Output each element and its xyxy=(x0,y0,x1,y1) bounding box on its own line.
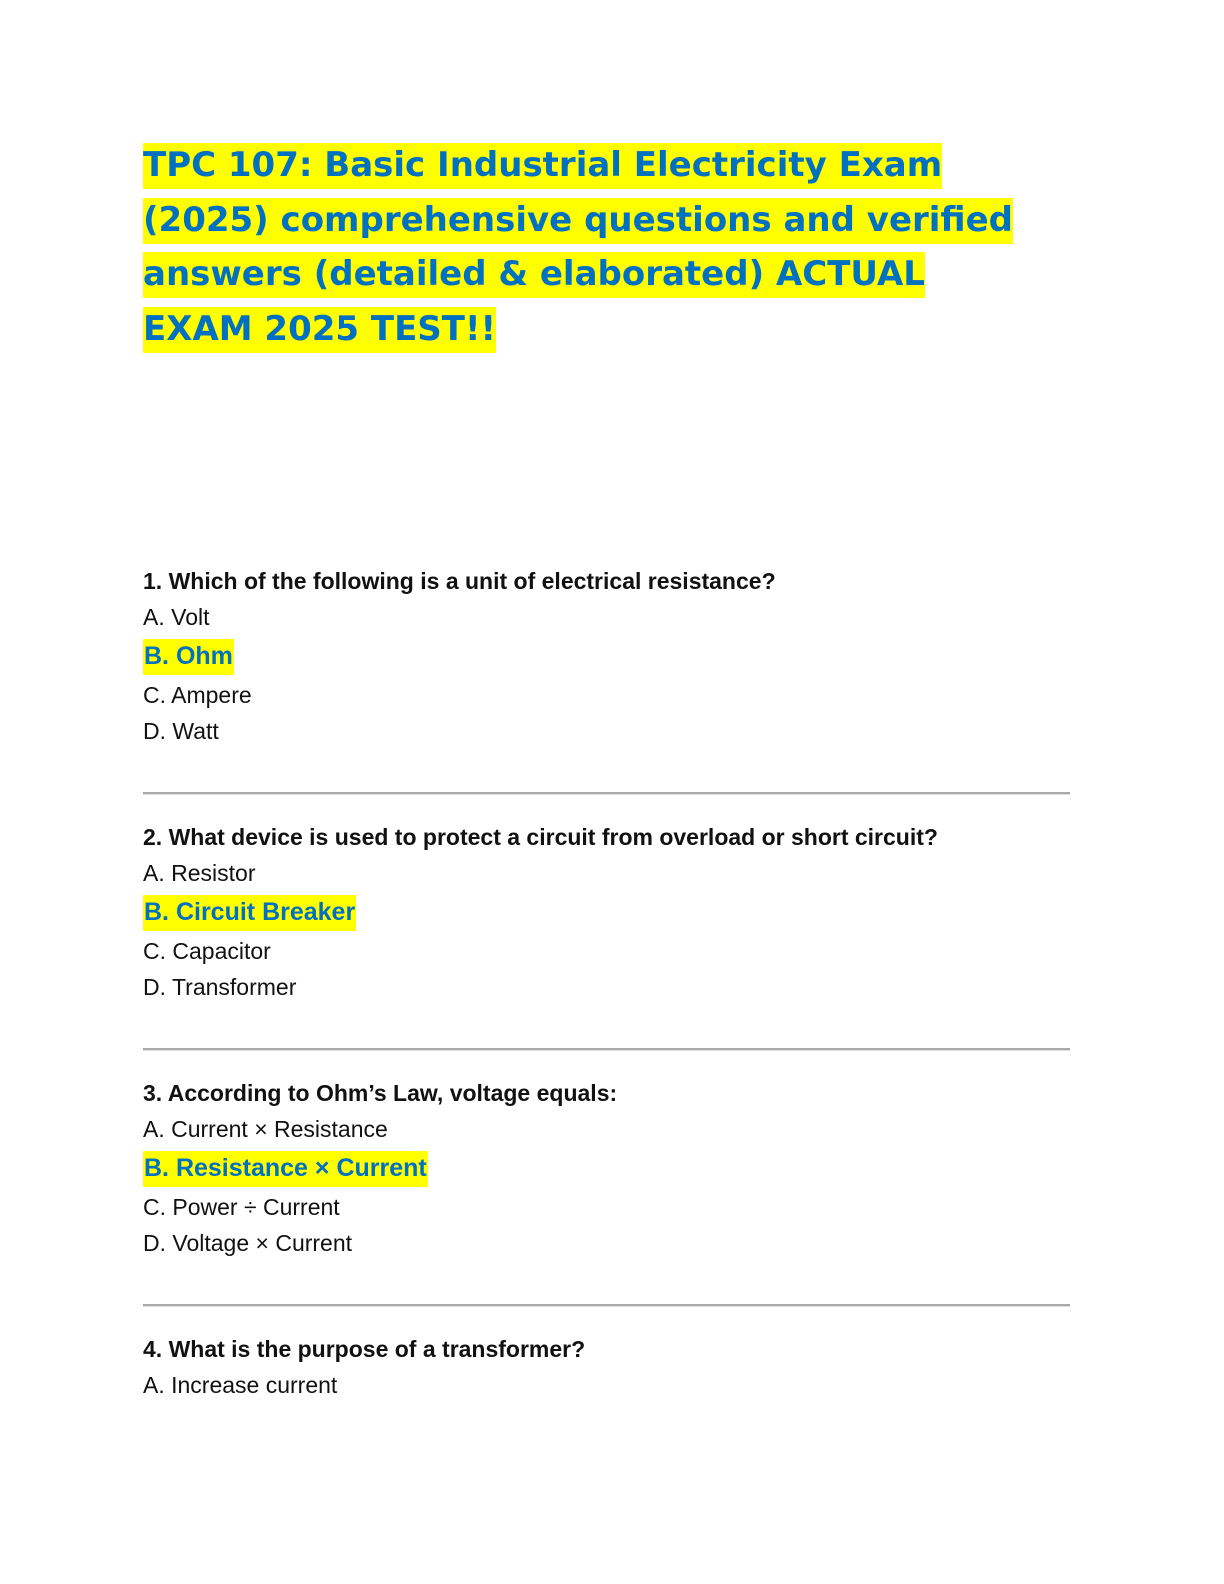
option-c: C. Power ÷ Current xyxy=(143,1194,340,1220)
option-d: D. Watt xyxy=(143,718,219,744)
option-a: A. Increase current xyxy=(143,1372,338,1398)
correct-answer-highlight: B. Circuit Breaker xyxy=(143,895,356,931)
correct-answer-highlight: B. Resistance × Current xyxy=(143,1151,428,1187)
option-d: D. Transformer xyxy=(143,974,297,1000)
question-3 xyxy=(143,1075,1083,1261)
option-b-correct xyxy=(143,1147,1083,1189)
option-c: C. Ampere xyxy=(143,682,252,708)
question-text: 1. Which of the following is a unit of electrical resistance? xyxy=(143,568,776,594)
option-b-correct xyxy=(143,891,1083,933)
option-c: C. Capacitor xyxy=(143,938,271,964)
correct-answer-highlight: B. Ohm xyxy=(143,639,234,675)
document-title xyxy=(143,138,1043,356)
option-b-correct xyxy=(143,635,1083,677)
option-a: A. Volt xyxy=(143,604,210,630)
option-d: D. Voltage × Current xyxy=(143,1230,353,1256)
question-1 xyxy=(143,563,1083,749)
document-title-text: TPC 107: Basic Industrial Electricity Exam (2025) comprehensive questions and verified answers (detailed & elaborated) ACTUAL EXAM 2025 TEST!! xyxy=(143,143,1013,353)
question-text: 3. According to Ohm’s Law, voltage equals: xyxy=(143,1080,618,1106)
option-a: A. Resistor xyxy=(143,860,256,886)
question-divider xyxy=(143,1304,1070,1307)
question-divider xyxy=(143,1048,1070,1051)
question-4 xyxy=(143,1331,1083,1403)
question-text: 2. What device is used to protect a circuit from overload or short circuit? xyxy=(143,824,938,850)
option-a: A. Current × Resistance xyxy=(143,1116,388,1142)
question-divider xyxy=(143,792,1070,795)
question-2 xyxy=(143,819,1083,1005)
question-text: 4. What is the purpose of a transformer? xyxy=(143,1336,586,1362)
